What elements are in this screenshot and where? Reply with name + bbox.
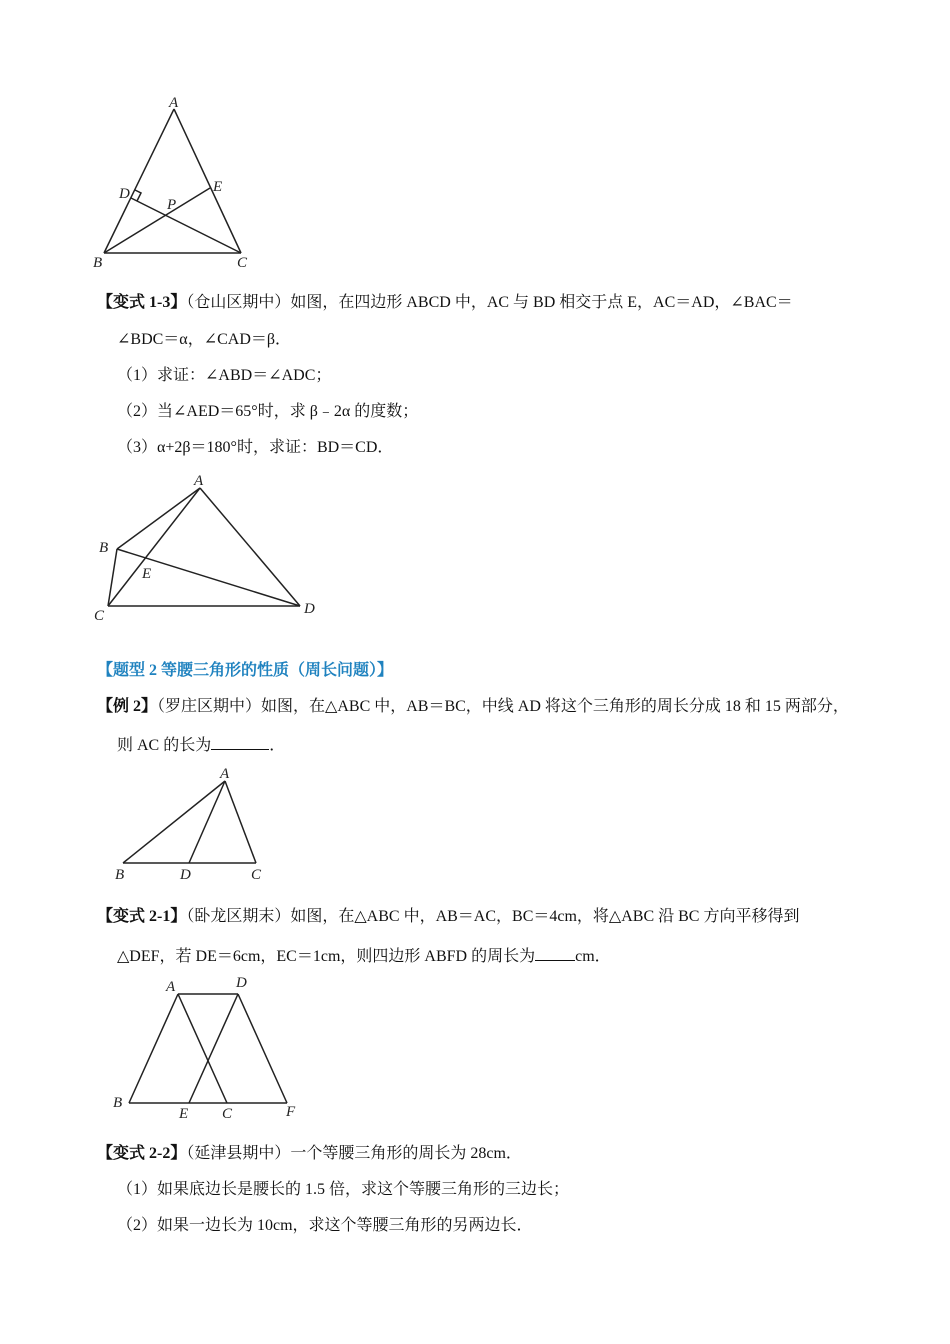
figure-translated-triangles — [105, 970, 305, 1125]
label-d: D — [236, 975, 247, 991]
label-d: D — [304, 601, 315, 617]
label-p: P — [167, 197, 177, 213]
label-e: E — [179, 1106, 189, 1122]
label-c: C — [237, 255, 248, 271]
label-c: C — [94, 608, 105, 624]
answer-blank — [211, 733, 269, 750]
figure-triangle-median-ad — [105, 762, 275, 887]
segment-ab — [129, 994, 178, 1103]
example-2-line-2 — [117, 733, 285, 757]
label-d: D — [180, 867, 191, 883]
segment-ac — [108, 488, 200, 606]
label-b: B — [115, 867, 125, 883]
variant-1-3-line-2: ∠BDC＝α，∠CAD＝β． — [117, 331, 292, 348]
example-2-tag: 【例 2】 — [97, 698, 158, 715]
figure-1-svg — [85, 95, 265, 275]
figure-2-svg — [90, 470, 330, 630]
variant-2-2-question-1: （1）如果底边长是腰长的 1.5 倍，求这个等腰三角形的三边长； — [117, 1181, 570, 1198]
label-a: A — [220, 766, 230, 782]
variant-2-2-text-1: 一个等腰三角形的周长为 28cm． — [290, 1145, 522, 1162]
label-c: C — [222, 1106, 233, 1122]
variant-1-3-question-1: （1）求证：∠ABD＝∠ADC； — [117, 367, 332, 384]
figure-quadrilateral-abcd — [90, 470, 330, 630]
label-b: B — [113, 1095, 123, 1111]
figure-4-svg — [105, 970, 305, 1125]
figure-3-svg — [105, 762, 275, 887]
example-2-source: （罗庄区期中） — [157, 698, 262, 715]
segment-ad — [200, 488, 300, 606]
example-2-text-1: 如图，在△ABC 中，AB＝BC，中线 AD 将这个三角形的周长分成 18 和 15 两部分， — [261, 698, 849, 715]
variant-2-1-text-2: △DEF，若 DE＝6cm，EC＝1cm，则四边形 ABFD 的周长为 — [117, 948, 536, 965]
segment-de — [189, 994, 238, 1103]
variant-2-2-tag: 【变式 2-2】 — [97, 1145, 187, 1162]
variant-2-1-text-2-end: cm． — [575, 948, 611, 965]
answer-blank — [535, 944, 575, 961]
variant-1-3-question-2: （2）当∠AED＝65°时，求 β﹣2α 的度数； — [117, 403, 419, 420]
segment-ba — [123, 781, 225, 863]
label-a: A — [166, 979, 176, 995]
section-heading-type-2: 【题型 2 等腰三角形的性质（周长问题）】 — [97, 662, 394, 679]
segment-ac — [225, 781, 256, 863]
segment-df — [238, 994, 287, 1103]
label-e: E — [213, 179, 223, 195]
variant-2-1-line-2 — [117, 944, 611, 968]
segment-ac — [178, 994, 227, 1103]
example-2-text-2-end: ． — [269, 737, 286, 754]
variant-2-1-line-1 — [97, 906, 799, 928]
segment-bc — [108, 549, 117, 606]
segment-ac — [174, 109, 241, 253]
variant-1-3-source: （仓山区期中） — [186, 294, 291, 311]
segment-ab — [117, 488, 200, 549]
variant-2-1-text-1: 如图，在△ABC 中，AB＝AC，BC＝4cm，将△ABC 沿 BC 方向平移得到 — [290, 908, 800, 925]
variant-2-2-line-1 — [97, 1143, 522, 1165]
figure-triangle-abc-dep — [85, 95, 265, 275]
label-b: B — [93, 255, 103, 271]
variant-2-1-tag: 【变式 2-1】 — [97, 908, 187, 925]
variant-1-3-line-1 — [97, 292, 793, 314]
variant-2-2-source: （延津县期中） — [186, 1145, 291, 1162]
label-f: F — [286, 1104, 296, 1120]
label-c: C — [251, 867, 262, 883]
label-a: A — [169, 95, 179, 111]
variant-1-3-text-1: 如图，在四边形 ABCD 中，AC 与 BD 相交于点 E，AC＝AD，∠BAC＝ — [290, 294, 793, 311]
variant-1-3-question-3: （3）α+2β＝180°时，求证：BD＝CD． — [117, 439, 394, 456]
label-b: B — [99, 540, 109, 556]
example-2-line-1 — [97, 696, 849, 718]
variant-2-1-source: （卧龙区期末） — [186, 908, 291, 925]
variant-2-2-question-2: （2）如果一边长为 10cm，求这个等腰三角形的另两边长． — [117, 1217, 533, 1234]
label-a: A — [194, 473, 204, 489]
example-2-text-2: 则 AC 的长为 — [117, 737, 212, 754]
right-angle-mark — [135, 190, 141, 201]
label-d: D — [119, 186, 130, 202]
variant-1-3-tag: 【变式 1-3】 — [97, 294, 187, 311]
segment-ad — [189, 781, 225, 863]
label-e: E — [142, 566, 152, 582]
